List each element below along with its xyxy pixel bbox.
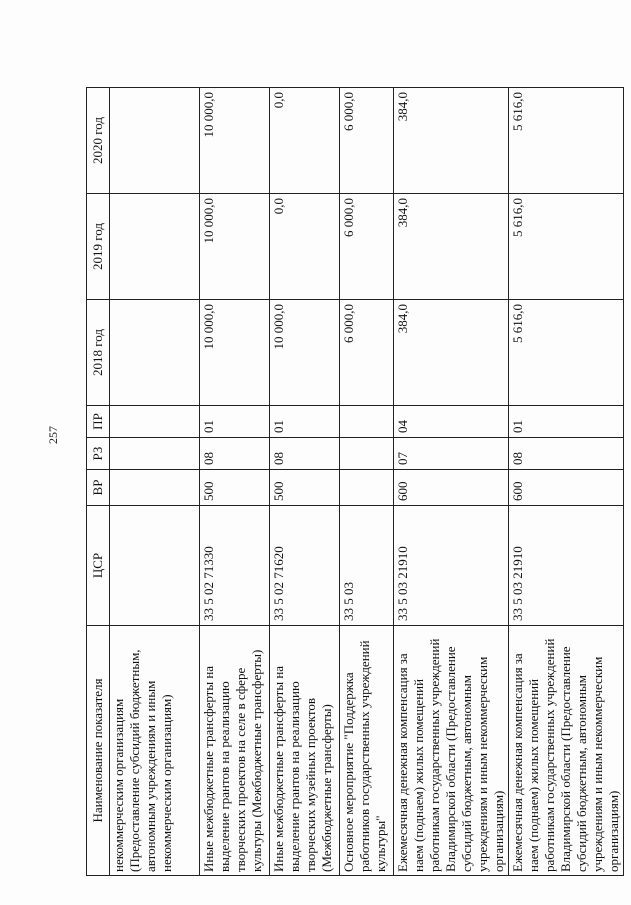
cell-rz: 07 xyxy=(394,438,509,470)
cell-2019 xyxy=(110,194,200,300)
cell-vr: 600 xyxy=(394,470,509,506)
cell-pr: 04 xyxy=(394,406,509,438)
cell-2020: 5 616,0 xyxy=(509,88,624,194)
cell-name: Ежемесячная денежная компенсация за наем (поднаем) жилых помещений работникам государственных учреждений Владимирской области (Предоставление субсидий бюджетным, автономным учреждениям и иным некоммерческим организациям) xyxy=(509,626,624,876)
table-row xyxy=(394,88,509,876)
cell-2018: 10 000,0 xyxy=(200,300,270,406)
cell-2019: 384,0 xyxy=(394,194,509,300)
cell-2018: 5 616,0 xyxy=(509,300,624,406)
cell-vr xyxy=(340,470,394,506)
cell-pr xyxy=(340,406,394,438)
cell-2020: 10 000,0 xyxy=(200,88,270,194)
cell-2020 xyxy=(110,88,200,194)
page-number: 257 xyxy=(46,426,60,444)
cell-rz: 08 xyxy=(270,438,340,470)
cell-csr: 33 5 02 71330 xyxy=(200,506,270,626)
cell-csr: 33 5 03 21910 xyxy=(509,506,624,626)
header-vr: ВР xyxy=(87,470,110,506)
cell-2020: 0,0 xyxy=(270,88,340,194)
cell-2018: 384,0 xyxy=(394,300,509,406)
cell-vr: 500 xyxy=(270,470,340,506)
header-name: Наименование показателя xyxy=(87,626,110,876)
cell-name: Иные межбюджетные трансферты на выделение грантов на реализацию творческих проектов на селе в сфере культуры (Межбюджетные трансферты) xyxy=(200,626,270,876)
budget-table xyxy=(86,87,624,876)
cell-2019: 10 000,0 xyxy=(200,194,270,300)
table-row xyxy=(340,88,394,876)
cell-2020: 384,0 xyxy=(394,88,509,194)
header-row xyxy=(87,88,110,876)
cell-vr xyxy=(110,470,200,506)
header-2020: 2020 год xyxy=(87,88,110,194)
cell-vr: 600 xyxy=(509,470,624,506)
rotated-table-container xyxy=(86,88,621,876)
cell-2020: 6 000,0 xyxy=(340,88,394,194)
cell-rz: 08 xyxy=(200,438,270,470)
header-2019: 2019 год xyxy=(87,194,110,300)
table-row xyxy=(110,88,200,876)
cell-name: некоммерческим организациям (Предоставление субсидий бюджетным, автономным учреждениям и иным некоммерческим организациям) xyxy=(110,626,200,876)
cell-name: Ежемесячная денежная компенсация за наем (поднаем) жилых помещений работникам государственных учреждений Владимирской области (Предоставление субсидий бюджетным, автономным учреждениям и иным некоммерческим организациям) xyxy=(394,626,509,876)
cell-csr: 33 5 03 xyxy=(340,506,394,626)
header-2018: 2018 год xyxy=(87,300,110,406)
cell-csr xyxy=(110,506,200,626)
cell-2018 xyxy=(110,300,200,406)
cell-pr xyxy=(110,406,200,438)
header-pr: ПР xyxy=(87,406,110,438)
table-row xyxy=(200,88,270,876)
table-row xyxy=(509,88,624,876)
cell-pr: 01 xyxy=(509,406,624,438)
header-csr: ЦСР xyxy=(87,506,110,626)
cell-rz: 08 xyxy=(509,438,624,470)
cell-rz xyxy=(110,438,200,470)
cell-2019: 5 616,0 xyxy=(509,194,624,300)
cell-2019: 6 000,0 xyxy=(340,194,394,300)
cell-csr: 33 5 02 71620 xyxy=(270,506,340,626)
cell-pr: 01 xyxy=(200,406,270,438)
cell-2019: 0,0 xyxy=(270,194,340,300)
cell-vr: 500 xyxy=(200,470,270,506)
cell-csr: 33 5 03 21910 xyxy=(394,506,509,626)
cell-2018: 10 000,0 xyxy=(270,300,340,406)
cell-rz xyxy=(340,438,394,470)
cell-pr: 01 xyxy=(270,406,340,438)
cell-2018: 6 000,0 xyxy=(340,300,394,406)
table-row xyxy=(270,88,340,876)
cell-name: Основное мероприятие "Поддержка работников государственных учреждений культуры" xyxy=(340,626,394,876)
cell-name: Иные межбюджетные трансферты на выделение грантов на реализацию творческих музейных проектов (Межбюджетные трансферты) xyxy=(270,626,340,876)
header-rz: РЗ xyxy=(87,438,110,470)
